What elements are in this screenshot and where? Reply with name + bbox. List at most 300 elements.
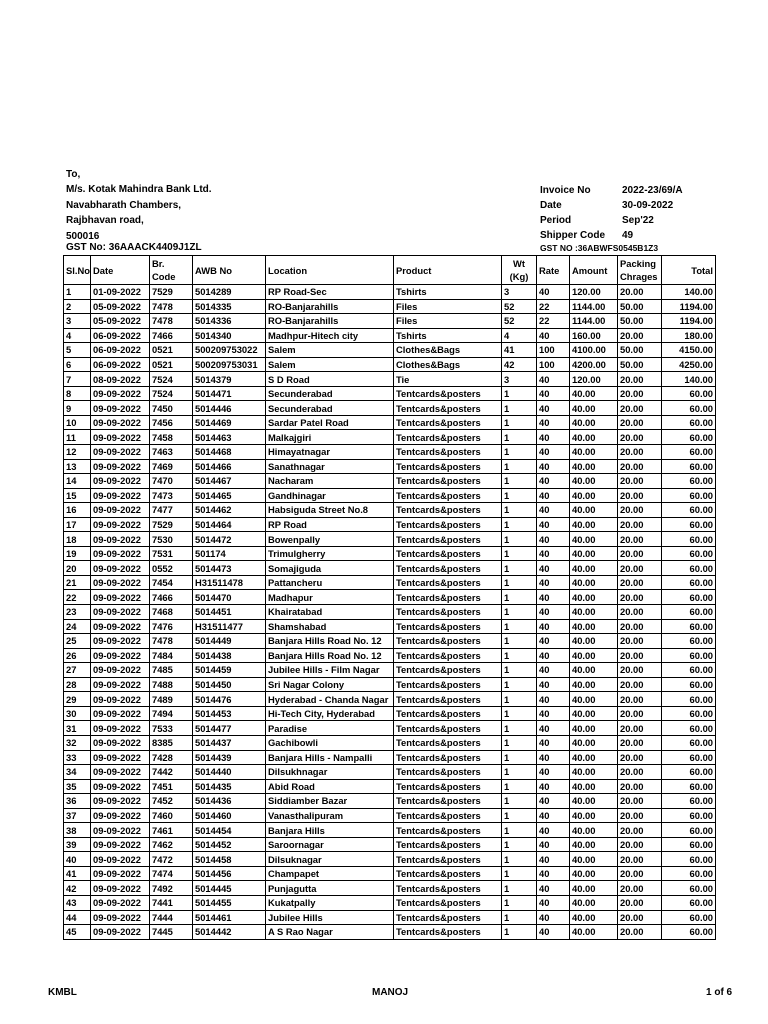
cell-awb-no: 5014445 — [193, 881, 266, 896]
cell-slno: 42 — [64, 881, 91, 896]
cell-location: Jubilee Hills — [266, 910, 394, 925]
cell-date: 09-09-2022 — [91, 925, 150, 940]
cell-slno: 34 — [64, 765, 91, 780]
cell-br-code: 7428 — [150, 750, 193, 765]
cell-wt: 1 — [502, 386, 537, 401]
pin-code: 500016 — [66, 230, 100, 242]
cell-product: Tentcards&posters — [394, 648, 502, 663]
table-row — [64, 372, 716, 387]
col-header-amount: Amount — [570, 256, 618, 285]
table-body — [64, 285, 716, 940]
cell-awb-no: 501174 — [193, 546, 266, 561]
table-row — [64, 794, 716, 809]
cell-packing: 20.00 — [618, 750, 662, 765]
cell-slno: 13 — [64, 459, 91, 474]
cell-amount: 40.00 — [570, 706, 618, 721]
cell-wt: 42 — [502, 357, 537, 372]
cell-packing: 20.00 — [618, 910, 662, 925]
cell-br-code: 7494 — [150, 706, 193, 721]
cell-slno: 12 — [64, 445, 91, 460]
cell-amount: 40.00 — [570, 779, 618, 794]
cell-packing: 20.00 — [618, 706, 662, 721]
cell-awb-no: 5014449 — [193, 634, 266, 649]
cell-date: 09-09-2022 — [91, 619, 150, 634]
to-label: To, — [66, 169, 81, 180]
cell-product: Tentcards&posters — [394, 735, 502, 750]
cell-location: Malkajgiri — [266, 430, 394, 445]
cell-awb-no: 5014461 — [193, 910, 266, 925]
col-header-total: Total — [662, 256, 716, 285]
cell-br-code: 0552 — [150, 561, 193, 576]
table-row — [64, 823, 716, 838]
cell-rate: 40 — [537, 692, 570, 707]
cell-location: Hi-Tech City, Hyderabad — [266, 706, 394, 721]
cell-location: Somajiguda — [266, 561, 394, 576]
cell-location: Dilsuknagar — [266, 852, 394, 867]
cell-awb-no: 5014458 — [193, 852, 266, 867]
table-row — [64, 895, 716, 910]
cell-wt: 1 — [502, 735, 537, 750]
cell-product: Tentcards&posters — [394, 910, 502, 925]
cell-total: 60.00 — [662, 590, 716, 605]
cell-total: 60.00 — [662, 415, 716, 430]
cell-awb-no: 5014446 — [193, 401, 266, 416]
cell-total: 60.00 — [662, 895, 716, 910]
cell-br-code: 7460 — [150, 808, 193, 823]
cell-total: 60.00 — [662, 823, 716, 838]
cell-amount: 120.00 — [570, 285, 618, 300]
invoice-period-row — [540, 213, 683, 228]
cell-wt: 52 — [502, 299, 537, 314]
invoice-date-row — [540, 198, 683, 213]
table-row — [64, 852, 716, 867]
cell-awb-no: 5014437 — [193, 735, 266, 750]
address-line: Navabharath Chambers, — [66, 199, 182, 211]
cell-slno: 38 — [64, 823, 91, 838]
footer-left: KMBL — [48, 987, 77, 998]
cell-br-code: 7456 — [150, 415, 193, 430]
invoice-no-value: 2022-23/69/A — [622, 185, 683, 196]
cell-wt: 1 — [502, 750, 537, 765]
cell-awb-no: 5014463 — [193, 430, 266, 445]
cell-total: 60.00 — [662, 648, 716, 663]
cell-amount: 40.00 — [570, 619, 618, 634]
cell-slno: 19 — [64, 546, 91, 561]
cell-amount: 40.00 — [570, 532, 618, 547]
cell-date: 09-09-2022 — [91, 823, 150, 838]
cell-awb-no: 5014468 — [193, 445, 266, 460]
cell-location: Paradise — [266, 721, 394, 736]
cell-br-code: 7470 — [150, 474, 193, 489]
cell-product: Tentcards&posters — [394, 546, 502, 561]
cell-date: 09-09-2022 — [91, 474, 150, 489]
table-row — [64, 314, 716, 329]
col-header-br-code: Br. Code — [150, 256, 193, 285]
cell-packing: 20.00 — [618, 794, 662, 809]
cell-amount: 40.00 — [570, 794, 618, 809]
cell-date: 09-09-2022 — [91, 721, 150, 736]
cell-location: Secunderabad — [266, 401, 394, 416]
cell-location: Nacharam — [266, 474, 394, 489]
cell-date: 09-09-2022 — [91, 677, 150, 692]
cell-amount: 40.00 — [570, 517, 618, 532]
cell-slno: 30 — [64, 706, 91, 721]
cell-date: 09-09-2022 — [91, 779, 150, 794]
cell-amount: 40.00 — [570, 692, 618, 707]
cell-rate: 40 — [537, 328, 570, 343]
cell-amount: 40.00 — [570, 823, 618, 838]
cell-slno: 31 — [64, 721, 91, 736]
cell-wt: 1 — [502, 706, 537, 721]
cell-packing: 20.00 — [618, 895, 662, 910]
cell-slno: 10 — [64, 415, 91, 430]
cell-amount: 4100.00 — [570, 343, 618, 358]
cell-location: Khairatabad — [266, 605, 394, 620]
cell-product: Tentcards&posters — [394, 401, 502, 416]
cell-amount: 40.00 — [570, 663, 618, 678]
col-header-wt: Wt (Kg) — [502, 256, 537, 285]
cell-location: Shamshabad — [266, 619, 394, 634]
cell-location: RO-Banjarahills — [266, 299, 394, 314]
cell-rate: 40 — [537, 605, 570, 620]
cell-slno: 20 — [64, 561, 91, 576]
table-row — [64, 445, 716, 460]
cell-location: Jubilee Hills - Film Nagar — [266, 663, 394, 678]
cell-slno: 8 — [64, 386, 91, 401]
table-row — [64, 750, 716, 765]
cell-location: RP Road — [266, 517, 394, 532]
cell-awb-no: 5014459 — [193, 663, 266, 678]
cell-date: 05-09-2022 — [91, 299, 150, 314]
cell-date: 09-09-2022 — [91, 401, 150, 416]
cell-packing: 20.00 — [618, 808, 662, 823]
cell-product: Tentcards&posters — [394, 445, 502, 460]
table-row — [64, 677, 716, 692]
table-row — [64, 299, 716, 314]
table-row — [64, 517, 716, 532]
cell-wt: 1 — [502, 808, 537, 823]
table-row — [64, 721, 716, 736]
cell-product: Tentcards&posters — [394, 895, 502, 910]
cell-packing: 20.00 — [618, 648, 662, 663]
cell-amount: 40.00 — [570, 648, 618, 663]
cell-rate: 40 — [537, 445, 570, 460]
cell-amount: 120.00 — [570, 372, 618, 387]
cell-packing: 20.00 — [618, 779, 662, 794]
col-header-location: Location — [266, 256, 394, 285]
cell-slno: 44 — [64, 910, 91, 925]
cell-packing: 20.00 — [618, 866, 662, 881]
cell-br-code: 7529 — [150, 285, 193, 300]
cell-wt: 3 — [502, 372, 537, 387]
cell-wt: 1 — [502, 605, 537, 620]
cell-awb-no: 5014465 — [193, 488, 266, 503]
cell-amount: 40.00 — [570, 634, 618, 649]
cell-amount: 40.00 — [570, 881, 618, 896]
cell-rate: 40 — [537, 590, 570, 605]
cell-br-code: 7524 — [150, 386, 193, 401]
cell-packing: 20.00 — [618, 372, 662, 387]
cell-product: Tentcards&posters — [394, 706, 502, 721]
cell-amount: 40.00 — [570, 808, 618, 823]
cell-rate: 22 — [537, 314, 570, 329]
cell-total: 60.00 — [662, 750, 716, 765]
cell-wt: 1 — [502, 837, 537, 852]
cell-awb-no: 5014452 — [193, 837, 266, 852]
invoice-period-label: Period — [540, 215, 572, 226]
cell-product: Tshirts — [394, 328, 502, 343]
cell-rate: 100 — [537, 343, 570, 358]
invoice-no-row — [540, 183, 683, 198]
cell-date: 09-09-2022 — [91, 459, 150, 474]
cell-date: 05-09-2022 — [91, 314, 150, 329]
cell-wt: 1 — [502, 445, 537, 460]
cell-rate: 40 — [537, 735, 570, 750]
cell-slno: 18 — [64, 532, 91, 547]
cell-br-code: 7462 — [150, 837, 193, 852]
cell-total: 60.00 — [662, 575, 716, 590]
cell-product: Tentcards&posters — [394, 677, 502, 692]
cell-wt: 1 — [502, 925, 537, 940]
cell-awb-no: 5014464 — [193, 517, 266, 532]
invoice-date-label: Date — [540, 200, 562, 211]
cell-total: 4150.00 — [662, 343, 716, 358]
cell-rate: 40 — [537, 634, 570, 649]
table-row — [64, 706, 716, 721]
cell-date: 09-09-2022 — [91, 648, 150, 663]
cell-slno: 15 — [64, 488, 91, 503]
cell-rate: 40 — [537, 532, 570, 547]
cell-total: 60.00 — [662, 881, 716, 896]
cell-amount: 40.00 — [570, 765, 618, 780]
table-row — [64, 735, 716, 750]
cell-slno: 43 — [64, 895, 91, 910]
cell-amount: 4200.00 — [570, 357, 618, 372]
cell-rate: 40 — [537, 386, 570, 401]
cell-br-code: 7442 — [150, 765, 193, 780]
cell-wt: 1 — [502, 866, 537, 881]
cell-wt: 1 — [502, 575, 537, 590]
cell-date: 09-09-2022 — [91, 503, 150, 518]
cell-location: Sanathnagar — [266, 459, 394, 474]
cell-date: 09-09-2022 — [91, 808, 150, 823]
cell-total: 1194.00 — [662, 314, 716, 329]
cell-product: Tentcards&posters — [394, 794, 502, 809]
cell-date: 09-09-2022 — [91, 735, 150, 750]
table-row — [64, 808, 716, 823]
cell-amount: 40.00 — [570, 415, 618, 430]
cell-rate: 40 — [537, 488, 570, 503]
cell-awb-no: 5014462 — [193, 503, 266, 518]
cell-date: 09-09-2022 — [91, 706, 150, 721]
cell-total: 60.00 — [662, 735, 716, 750]
cell-date: 09-09-2022 — [91, 866, 150, 881]
cell-rate: 40 — [537, 619, 570, 634]
cell-total: 60.00 — [662, 561, 716, 576]
cell-awb-no: 5014470 — [193, 590, 266, 605]
cell-br-code: 7524 — [150, 372, 193, 387]
cell-br-code: 7466 — [150, 328, 193, 343]
cell-wt: 1 — [502, 677, 537, 692]
cell-date: 09-09-2022 — [91, 415, 150, 430]
cell-awb-no: 5014477 — [193, 721, 266, 736]
cell-wt: 1 — [502, 488, 537, 503]
cell-location: Banjara Hills Road No. 12 — [266, 648, 394, 663]
cell-wt: 1 — [502, 430, 537, 445]
cell-slno: 21 — [64, 575, 91, 590]
table-row — [64, 925, 716, 940]
cell-awb-no: 500209753022 — [193, 343, 266, 358]
cell-date: 09-09-2022 — [91, 750, 150, 765]
cell-br-code: 7473 — [150, 488, 193, 503]
cell-wt: 1 — [502, 634, 537, 649]
cell-packing: 20.00 — [618, 386, 662, 401]
cell-total: 60.00 — [662, 401, 716, 416]
cell-br-code: 0521 — [150, 343, 193, 358]
cell-product: Tentcards&posters — [394, 517, 502, 532]
table-row — [64, 401, 716, 416]
cell-br-code: 7444 — [150, 910, 193, 925]
cell-amount: 40.00 — [570, 590, 618, 605]
cell-location: Kukatpally — [266, 895, 394, 910]
cell-packing: 20.00 — [618, 430, 662, 445]
invoice-table — [63, 255, 716, 940]
cell-total: 60.00 — [662, 459, 716, 474]
cell-slno: 25 — [64, 634, 91, 649]
cell-rate: 40 — [537, 285, 570, 300]
table-row — [64, 474, 716, 489]
table-row — [64, 881, 716, 896]
cell-packing: 20.00 — [618, 503, 662, 518]
cell-br-code: 7478 — [150, 634, 193, 649]
cell-awb-no: 5014473 — [193, 561, 266, 576]
cell-date: 09-09-2022 — [91, 765, 150, 780]
cell-packing: 20.00 — [618, 692, 662, 707]
cell-slno: 11 — [64, 430, 91, 445]
cell-awb-no: 500209753031 — [193, 357, 266, 372]
cell-packing: 20.00 — [618, 881, 662, 896]
cell-awb-no: 5014450 — [193, 677, 266, 692]
cell-awb-no: 5014469 — [193, 415, 266, 430]
cell-wt: 1 — [502, 765, 537, 780]
cell-location: Gandhinagar — [266, 488, 394, 503]
cell-product: Tentcards&posters — [394, 561, 502, 576]
cell-wt: 1 — [502, 779, 537, 794]
cell-br-code: 7466 — [150, 590, 193, 605]
cell-product: Tentcards&posters — [394, 532, 502, 547]
cell-rate: 40 — [537, 779, 570, 794]
table-row — [64, 866, 716, 881]
cell-rate: 40 — [537, 895, 570, 910]
col-header-awb-no: AWB No — [193, 256, 266, 285]
cell-awb-no: 5014440 — [193, 765, 266, 780]
cell-date: 09-09-2022 — [91, 881, 150, 896]
cell-slno: 22 — [64, 590, 91, 605]
cell-packing: 50.00 — [618, 299, 662, 314]
cell-br-code: 7472 — [150, 852, 193, 867]
cell-amount: 40.00 — [570, 910, 618, 925]
cell-amount: 40.00 — [570, 474, 618, 489]
cell-location: Champapet — [266, 866, 394, 881]
cell-wt: 1 — [502, 881, 537, 896]
table-row — [64, 837, 716, 852]
table-row — [64, 328, 716, 343]
cell-packing: 50.00 — [618, 343, 662, 358]
cell-awb-no: 5014467 — [193, 474, 266, 489]
address-line: Rajbhavan road, — [66, 215, 144, 227]
cell-awb-no: 5014454 — [193, 823, 266, 838]
cell-packing: 20.00 — [618, 925, 662, 940]
cell-location: Siddiamber Bazar — [266, 794, 394, 809]
cell-rate: 100 — [537, 357, 570, 372]
cell-slno: 6 — [64, 357, 91, 372]
cell-wt: 1 — [502, 590, 537, 605]
cell-amount: 40.00 — [570, 895, 618, 910]
cell-total: 60.00 — [662, 474, 716, 489]
cell-amount: 40.00 — [570, 386, 618, 401]
cell-amount: 40.00 — [570, 735, 618, 750]
cell-amount: 40.00 — [570, 503, 618, 518]
cell-date: 09-09-2022 — [91, 575, 150, 590]
cell-date: 09-09-2022 — [91, 590, 150, 605]
cell-awb-no: 5014436 — [193, 794, 266, 809]
col-header-rate: Rate — [537, 256, 570, 285]
cell-wt: 1 — [502, 503, 537, 518]
cell-product: Tentcards&posters — [394, 808, 502, 823]
table-row — [64, 343, 716, 358]
cell-awb-no: 5014455 — [193, 895, 266, 910]
cell-total: 60.00 — [662, 721, 716, 736]
cell-location: RO-Banjarahills — [266, 314, 394, 329]
cell-date: 09-09-2022 — [91, 634, 150, 649]
cell-total: 140.00 — [662, 285, 716, 300]
cell-packing: 20.00 — [618, 575, 662, 590]
cell-awb-no: 5014456 — [193, 866, 266, 881]
cell-total: 140.00 — [662, 372, 716, 387]
table-row — [64, 386, 716, 401]
cell-slno: 2 — [64, 299, 91, 314]
cell-location: Punjagutta — [266, 881, 394, 896]
cell-product: Tie — [394, 372, 502, 387]
cell-total: 60.00 — [662, 808, 716, 823]
cell-total: 60.00 — [662, 386, 716, 401]
cell-product: Tentcards&posters — [394, 837, 502, 852]
cell-rate: 40 — [537, 459, 570, 474]
cell-packing: 20.00 — [618, 561, 662, 576]
cell-wt: 1 — [502, 895, 537, 910]
cell-amount: 40.00 — [570, 561, 618, 576]
cell-date: 09-09-2022 — [91, 386, 150, 401]
cell-packing: 20.00 — [618, 590, 662, 605]
cell-awb-no: 5014451 — [193, 605, 266, 620]
cell-awb-no: 5014439 — [193, 750, 266, 765]
cell-packing: 20.00 — [618, 837, 662, 852]
col-header-packing: Packing Chrages — [618, 256, 662, 285]
cell-location: Sardar Patel Road — [266, 415, 394, 430]
cell-location: Banjara Hills - Nampalli — [266, 750, 394, 765]
cell-product: Tentcards&posters — [394, 852, 502, 867]
cell-slno: 9 — [64, 401, 91, 416]
cell-date: 09-09-2022 — [91, 561, 150, 576]
cell-slno: 39 — [64, 837, 91, 852]
cell-product: Tentcards&posters — [394, 925, 502, 940]
cell-awb-no: 5014335 — [193, 299, 266, 314]
table-row — [64, 605, 716, 620]
cell-product: Tentcards&posters — [394, 823, 502, 838]
cell-total: 60.00 — [662, 430, 716, 445]
cell-location: Sri Nagar Colony — [266, 677, 394, 692]
cell-total: 4250.00 — [662, 357, 716, 372]
